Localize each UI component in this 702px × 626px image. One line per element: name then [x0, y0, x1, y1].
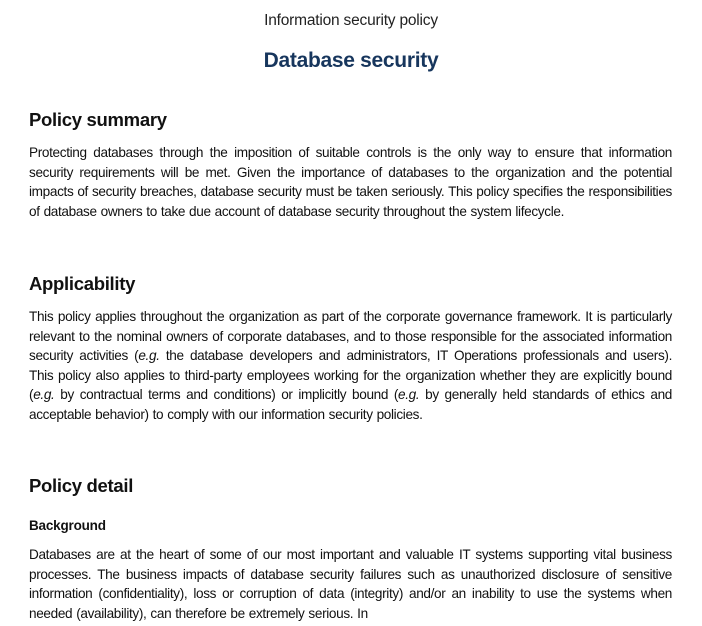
- text-run: by contractual terms and conditions) or implicitly bound (: [54, 387, 399, 402]
- paragraph-applicability: [29, 307, 672, 424]
- document-header: Information security policy: [264, 12, 438, 29]
- document-title: Database security: [263, 49, 439, 72]
- paragraph-text: Databases are at the heart of some of our most important and valuable IT systems supporting vital business processes. The business impacts of database security failures such as unauthorized disclosure of sensitive information (confidentiality), loss or corruption of data (integrity) and/or an inability to use the systems when needed (availability), can therefore be extremely serious. In: [29, 547, 672, 621]
- heading-policy-detail: Policy detail: [29, 475, 134, 496]
- paragraph-policy-summary: [29, 143, 672, 221]
- subheading-background: Background: [29, 518, 106, 533]
- text-run: by generally held standards of ethics and acceptable behavior) to comply with our information security policies.: [29, 387, 673, 422]
- text-run: This policy applies throughout the organization as part of the corporate governance framework. It is particularly relevant to the nominal owners of corporate databases, and to those responsible for the associated information security activities (: [29, 309, 672, 363]
- heading-applicability: Applicability: [29, 273, 136, 294]
- paragraph-background: [29, 545, 672, 623]
- text-run: the database developers and administrators, IT Operations professionals and users). This policy also applies to third-party employees working for the organization whether they are explicitly bound (: [29, 348, 672, 402]
- heading-policy-summary: Policy summary: [29, 109, 167, 130]
- italic-eg: e.g.: [33, 387, 55, 402]
- italic-eg: e.g.: [398, 387, 420, 402]
- italic-eg: e.g.: [138, 348, 160, 363]
- paragraph-text: Protecting databases through the imposition of suitable controls is the only way to ensure that information security requirements will be met. Given the importance of databases to the organization and the potential impacts of security breaches, database security must be taken seriously. This policy specifies the responsibilities of database owners to take due account of database security throughout the system lifecycle.: [29, 145, 672, 219]
